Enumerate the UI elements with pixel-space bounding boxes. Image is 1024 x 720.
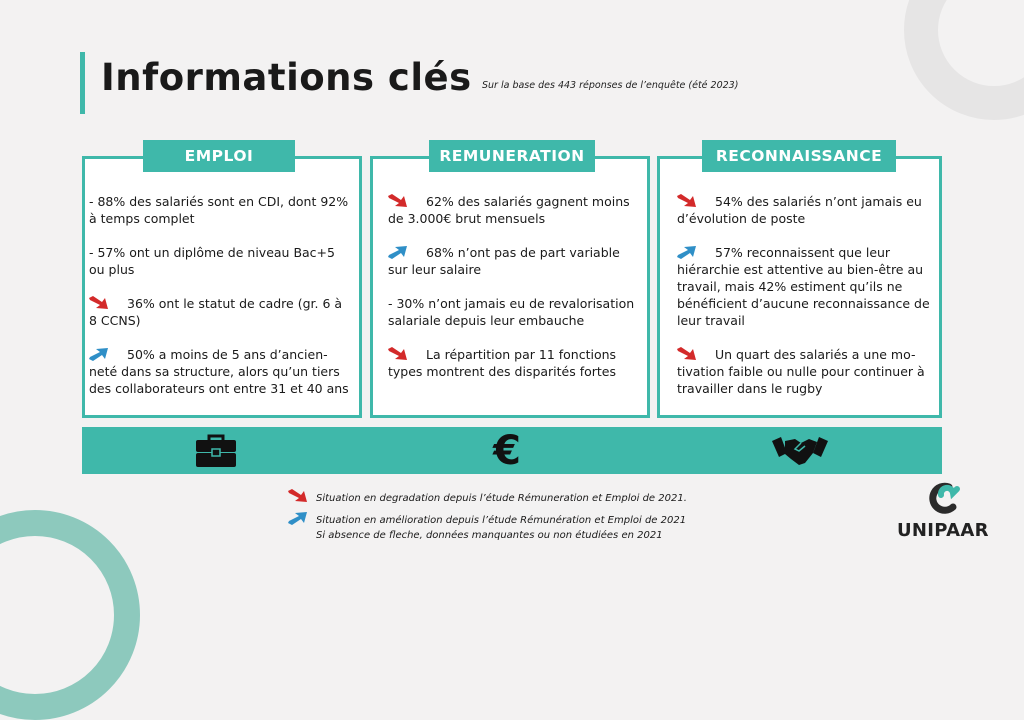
red-arrow-icon bbox=[677, 347, 699, 361]
card-item bbox=[89, 244, 353, 278]
legend-degradation bbox=[288, 489, 687, 504]
blue-arrow-icon bbox=[89, 347, 111, 361]
blue-arrow-icon bbox=[677, 245, 699, 259]
page-subtitle: Sur la base des 443 réponses de l’enquête (été 2023) bbox=[482, 80, 739, 91]
red-arrow-icon bbox=[677, 194, 699, 208]
card-item bbox=[89, 193, 353, 227]
card-remuneration bbox=[370, 147, 650, 418]
card-item bbox=[677, 193, 933, 227]
card-heading: EMPLOI bbox=[143, 140, 295, 172]
card-item-text: Un quart des salariés a une mo-tivation faible ou nulle pour continuer à travailler dans le rugby bbox=[677, 347, 925, 396]
blue-arrow-icon bbox=[388, 245, 410, 259]
card-heading: REMUNERATION bbox=[429, 140, 595, 172]
card-item bbox=[388, 295, 641, 329]
red-arrow-icon bbox=[388, 347, 410, 361]
legend-text: Situation en amélioration depuis l’étude Rémunération et Emploi de 2021 bbox=[316, 515, 687, 526]
card-emploi bbox=[82, 147, 362, 418]
legend-text: Situation en degradation depuis l’étude Rémuneration et Emploi de 2021. bbox=[316, 493, 687, 504]
card-body bbox=[388, 193, 641, 397]
card-item-text: 57% reconnaissent que leur hiérarchie est attentive au bien-être au travail, mais 42% estiment qu’ils ne bénéficient d’aucune reconnaissance de leur travail bbox=[677, 245, 930, 328]
card-item-text: La répartition par 11 fonctions types montrent des disparités fortes bbox=[388, 347, 617, 379]
handshake-icon bbox=[770, 432, 830, 470]
card-body bbox=[677, 193, 933, 414]
red-arrow-icon bbox=[388, 194, 410, 208]
card-item-text: 50% a moins de 5 ans d’ancien-neté dans sa structure, alors qu’un tiers des collaborateurs ont entre 31 et 40 ans bbox=[89, 347, 349, 396]
card-item bbox=[89, 295, 353, 329]
decorative-ring-top-right bbox=[904, 0, 1024, 120]
card-item bbox=[388, 346, 641, 380]
card-reconnaissance bbox=[657, 147, 942, 418]
red-arrow-icon bbox=[89, 296, 111, 310]
legend-none: Si absence de fleche, données manquantes ou non étudiées en 2021 bbox=[316, 530, 663, 541]
card-item bbox=[388, 193, 641, 227]
card-item bbox=[677, 346, 933, 397]
logo-mark bbox=[927, 481, 961, 519]
card-item bbox=[89, 346, 353, 397]
logo-text: UNIPAAR bbox=[897, 520, 989, 541]
euro-icon: € bbox=[493, 428, 521, 474]
card-item-text: 68% n’ont pas de part variable sur leur salaire bbox=[388, 245, 620, 277]
blue-arrow-icon bbox=[288, 511, 310, 525]
card-item-text: 62% des salariés gagnent moins de 3.000€ brut mensuels bbox=[388, 194, 630, 226]
legend-improvement bbox=[288, 511, 686, 526]
card-item-text: - 88% des salariés sont en CDI, dont 92% à temps complet bbox=[89, 194, 349, 226]
card-item-text: - 30% n’ont jamais eu de revalorisation salariale depuis leur embauche bbox=[388, 296, 635, 328]
briefcase-icon bbox=[194, 432, 238, 470]
decorative-ring-bottom-left bbox=[0, 510, 140, 720]
card-heading: RECONNAISSANCE bbox=[702, 140, 896, 172]
page-title: Informations clés bbox=[101, 56, 472, 99]
card-item-text: 36% ont le statut de cadre (gr. 6 à 8 CCNS) bbox=[89, 296, 343, 328]
card-item-text: - 57% ont un diplôme de niveau Bac+5 ou plus bbox=[89, 245, 335, 277]
title-accent-bar bbox=[80, 52, 85, 114]
card-item bbox=[677, 244, 933, 329]
card-item-text: 54% des salariés n’ont jamais eu d’évolution de poste bbox=[677, 194, 922, 226]
card-body bbox=[89, 193, 353, 414]
card-item bbox=[388, 244, 641, 278]
red-arrow-icon bbox=[288, 489, 310, 503]
